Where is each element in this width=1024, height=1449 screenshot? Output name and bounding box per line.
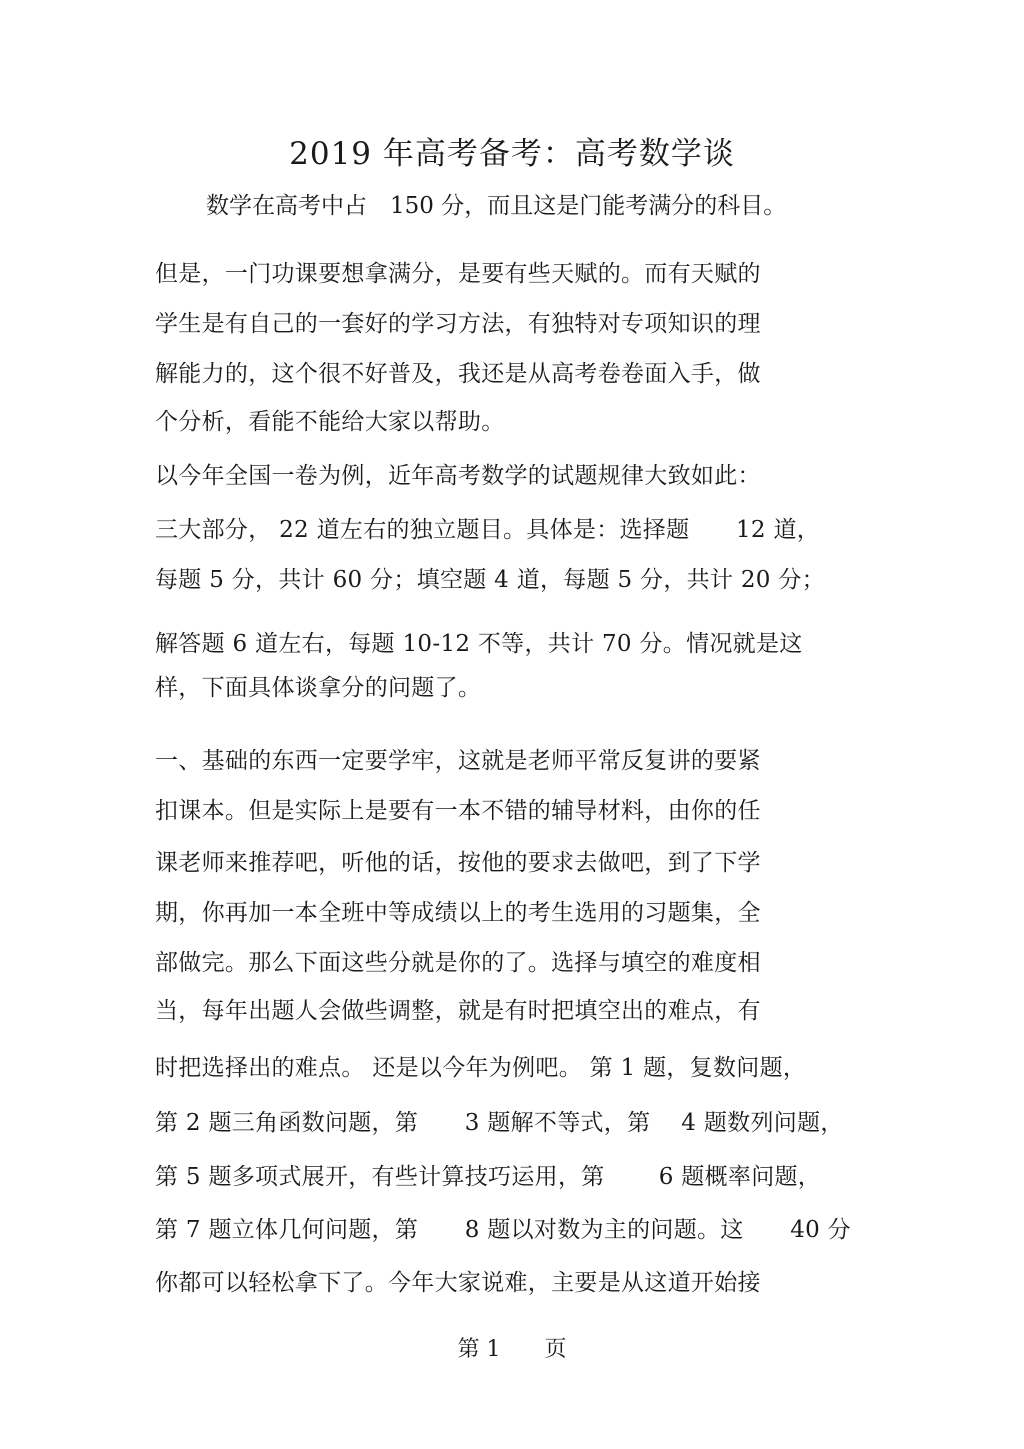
- paragraph-line: 每题 5 分，共计 60 分；填空题 4 道，每题 5 分，共计 20 分；: [155, 567, 825, 593]
- paragraph-line: 解答题 6 道左右，每题 10-12 不等，共计 70 分。情况就是这: [155, 631, 803, 657]
- paragraph-line: 第 2 题三角函数问题，第 3 题解不等式，第 4 题数列问题，: [155, 1110, 844, 1136]
- paragraph-line: 扣课本。但是实际上是要有一本不错的辅导材料，由你的任: [155, 798, 761, 824]
- paragraph-line: 你都可以轻松拿下了。今年大家说难，主要是从这道开始接: [155, 1270, 761, 1296]
- paragraph-line: 但是，一门功课要想拿满分，是要有些天赋的。而有天赋的: [155, 261, 761, 287]
- page-number: 第 1 页: [457, 1337, 567, 1362]
- paragraph-line: 部做完。那么下面这些分就是你的了。选择与填空的难度相: [155, 950, 761, 976]
- paragraph-line: 当，每年出题人会做些调整，就是有时把填空出的难点，有: [155, 998, 761, 1024]
- paragraph-line: 三大部分， 22 道左右的独立题目。具体是：选择题 12 道，: [155, 517, 821, 543]
- paragraph-line: 课老师来推荐吧，听他的话，按他的要求去做吧，到了下学: [155, 850, 761, 876]
- paragraph-line: 时把选择出的难点。 还是以今年为例吧。 第 1 题，复数问题，: [155, 1055, 807, 1081]
- document-subtitle: 数学在高考中占 150 分，而且这是门能考满分的科目。: [206, 193, 787, 219]
- paragraph-line: 学生是有自己的一套好的学习方法，有独特对专项知识的理: [155, 311, 761, 337]
- paragraph-line: 以今年全国一卷为例，近年高考数学的试题规律大致如此：: [155, 463, 761, 489]
- paragraph-line: 第 7 题立体几何问题，第 8 题以对数为主的问题。这 40 分: [155, 1217, 851, 1243]
- paragraph-line: 样，下面具体谈拿分的问题了。: [155, 675, 482, 701]
- paragraph-line: 一、基础的东西一定要学牢，这就是老师平常反复讲的要紧: [155, 748, 761, 774]
- paragraph-line: 解能力的，这个很不好普及，我还是从高考卷卷面入手，做: [155, 361, 761, 387]
- document-title: 2019 年高考备考：高考数学谈: [289, 136, 735, 172]
- paragraph-line: 期，你再加一本全班中等成绩以上的考生选用的习题集，全: [155, 900, 761, 926]
- paragraph-line: 个分析，看能不能给大家以帮助。: [155, 409, 505, 435]
- paragraph-line: 第 5 题多项式展开，有些计算技巧运用，第 6 题概率问题，: [155, 1164, 822, 1190]
